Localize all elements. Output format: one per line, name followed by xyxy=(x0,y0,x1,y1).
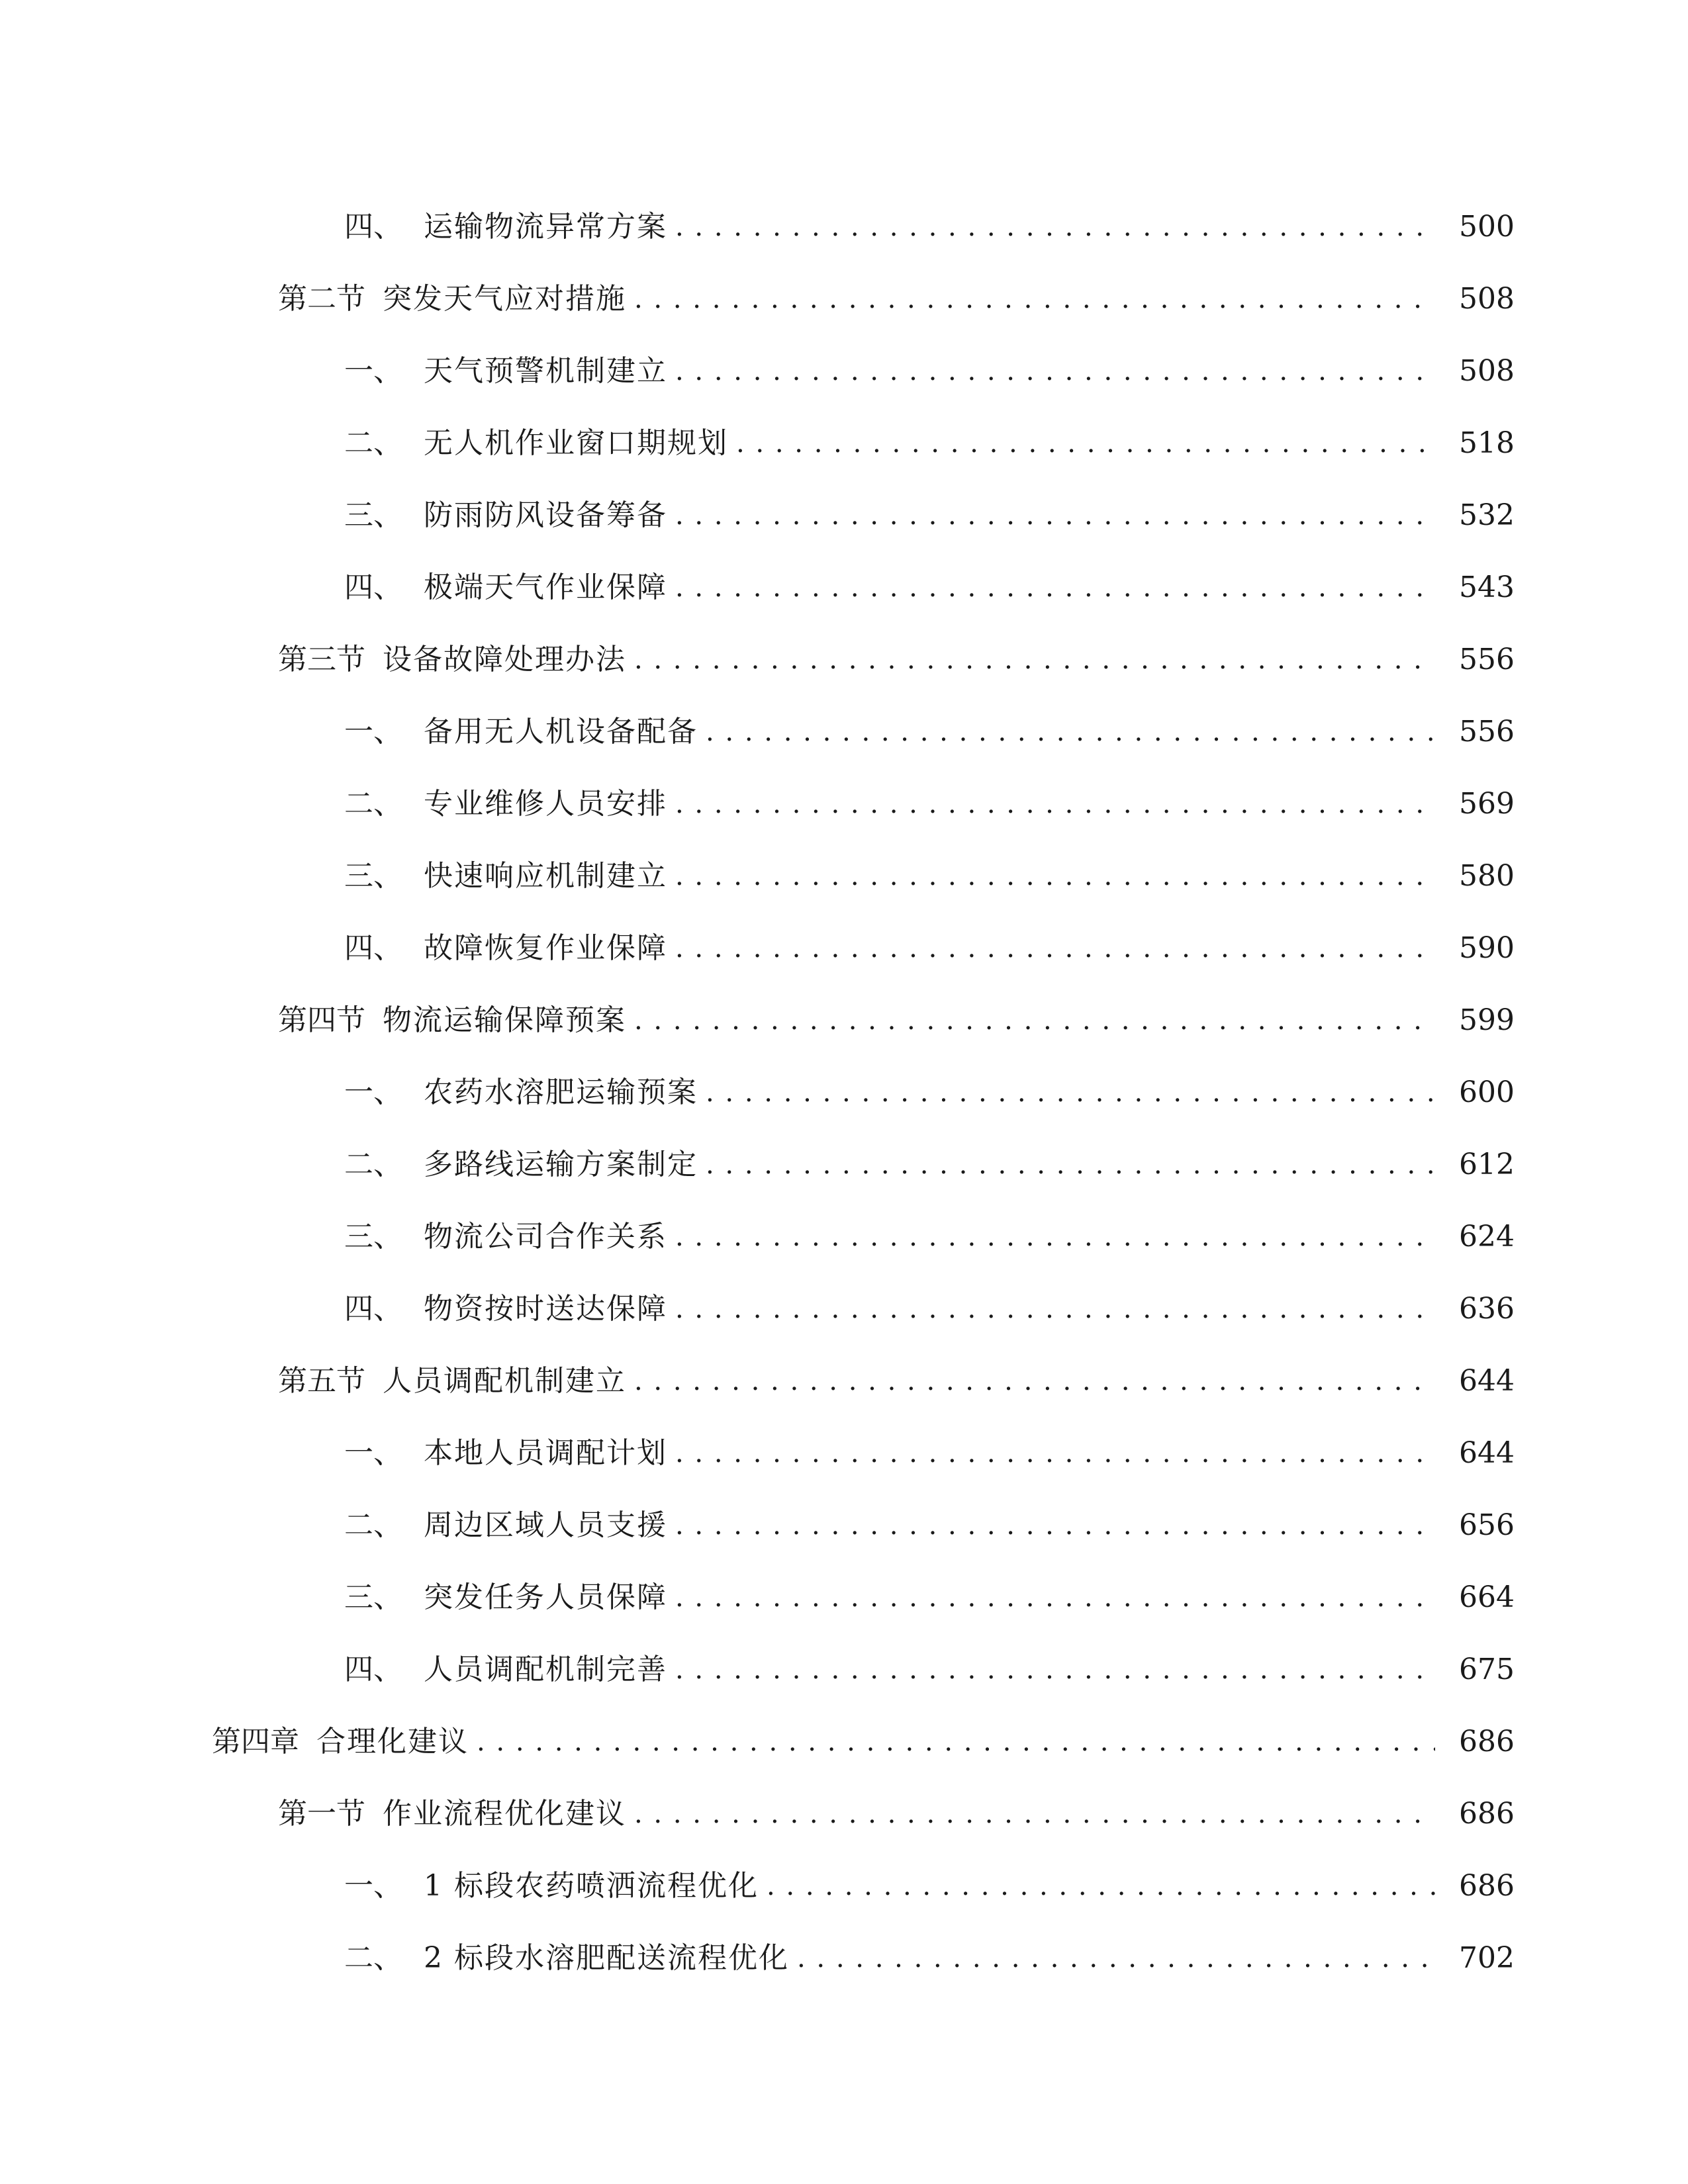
toc-dot-leader xyxy=(675,1511,1435,1540)
toc-entry-heading xyxy=(278,1003,626,1037)
toc-dot-leader xyxy=(706,717,1435,747)
toc-entry-number: 三、 xyxy=(344,858,402,893)
toc-entry-heading xyxy=(344,858,667,893)
toc-entry-heading xyxy=(344,1652,667,1686)
toc-entry-number: 第三节 xyxy=(278,642,365,676)
toc-entry-heading xyxy=(278,1796,626,1831)
toc-subsection-entry[interactable] xyxy=(0,1128,1688,1201)
toc-section-entry[interactable] xyxy=(0,623,1688,696)
toc-dot-leader xyxy=(797,1944,1435,1973)
toc-dot-leader xyxy=(675,501,1435,530)
toc-subsection-entry[interactable] xyxy=(0,479,1688,551)
toc-dot-leader xyxy=(675,1583,1435,1612)
toc-entry-title: 突发天气应对措施 xyxy=(383,281,626,316)
toc-entry-number: 三、 xyxy=(344,498,402,532)
toc-page-number: 556 xyxy=(1459,642,1515,676)
toc-entry-heading xyxy=(344,1508,667,1542)
toc-dot-leader xyxy=(634,1006,1435,1035)
toc-entry-heading xyxy=(344,1147,698,1181)
toc-entry-heading xyxy=(344,786,667,821)
toc-page-number: 612 xyxy=(1459,1147,1515,1181)
toc-page-number: 556 xyxy=(1459,714,1515,749)
toc-dot-leader xyxy=(634,285,1435,314)
toc-entry-heading xyxy=(344,1868,759,1903)
toc-entry-title: 周边区域人员支援 xyxy=(424,1508,667,1542)
toc-dot-leader xyxy=(675,790,1435,819)
toc-page-number: 569 xyxy=(1459,786,1515,821)
toc-dot-leader xyxy=(736,429,1435,458)
toc-entry-number: 四、 xyxy=(344,209,402,244)
toc-dot-leader xyxy=(675,862,1435,891)
toc-entry-number: 第四章 xyxy=(212,1724,299,1758)
toc-entry-heading xyxy=(344,1291,667,1326)
toc-entry-heading xyxy=(344,209,667,244)
toc-dot-leader xyxy=(675,1222,1435,1251)
toc-entry-title: 备用无人机设备配备 xyxy=(424,714,698,749)
toc-subsection-entry[interactable] xyxy=(0,1850,1688,1922)
toc-entry-heading xyxy=(278,281,626,316)
toc-entry-heading xyxy=(344,931,667,965)
toc-page-number: 624 xyxy=(1459,1219,1515,1253)
toc-entry-title: 物资按时送达保障 xyxy=(424,1291,667,1326)
toc-entry-title: 快速响应机制建立 xyxy=(424,858,667,893)
toc-entry-title: 2 标段水溶肥配送流程优化 xyxy=(424,1940,789,1975)
toc-page-number: 686 xyxy=(1459,1796,1515,1831)
toc-entry-number: 四、 xyxy=(344,1291,402,1326)
toc-dot-leader xyxy=(675,1655,1435,1684)
toc-page-number: 644 xyxy=(1459,1435,1515,1470)
toc-page-number: 702 xyxy=(1459,1940,1515,1975)
toc-entry-title: 故障恢复作业保障 xyxy=(424,931,667,965)
toc-dot-leader xyxy=(477,1727,1435,1756)
table-of-contents xyxy=(0,191,1688,1994)
toc-entry-number: 四、 xyxy=(344,931,402,965)
toc-entry-number: 一、 xyxy=(344,1868,402,1903)
toc-dot-leader xyxy=(634,645,1435,674)
toc-entry-title: 本地人员调配计划 xyxy=(424,1435,667,1470)
toc-entry-heading xyxy=(344,570,667,604)
toc-entry-title: 人员调配机制建立 xyxy=(383,1363,626,1398)
toc-entry-number: 二、 xyxy=(344,786,402,821)
toc-entry-number: 第四节 xyxy=(278,1003,365,1037)
toc-dot-leader xyxy=(675,357,1435,386)
toc-entry-heading xyxy=(344,498,667,532)
toc-subsection-entry[interactable] xyxy=(0,1561,1688,1633)
toc-subsection-entry[interactable] xyxy=(0,912,1688,984)
toc-subsection-entry[interactable] xyxy=(0,191,1688,263)
toc-entry-title: 运输物流异常方案 xyxy=(424,209,667,244)
toc-entry-number: 第二节 xyxy=(278,281,365,316)
toc-entry-number: 四、 xyxy=(344,1652,402,1686)
toc-entry-number: 第五节 xyxy=(278,1363,365,1398)
toc-entry-heading xyxy=(344,1940,789,1975)
toc-entry-heading xyxy=(278,1363,626,1398)
toc-subsection-entry[interactable] xyxy=(0,1056,1688,1128)
toc-entry-title: 物流运输保障预案 xyxy=(383,1003,626,1037)
toc-page-number: 543 xyxy=(1459,570,1515,604)
toc-dot-leader xyxy=(675,212,1435,242)
toc-entry-number: 二、 xyxy=(344,426,402,460)
toc-page-number: 686 xyxy=(1459,1724,1515,1758)
toc-entry-heading xyxy=(344,1580,667,1614)
toc-subsection-entry[interactable] xyxy=(0,1201,1688,1273)
toc-entry-heading xyxy=(344,714,698,749)
toc-page-number: 675 xyxy=(1459,1652,1515,1686)
toc-section-entry[interactable] xyxy=(0,1778,1688,1850)
toc-entry-number: 一、 xyxy=(344,714,402,749)
toc-entry-title: 极端天气作业保障 xyxy=(424,570,667,604)
toc-entry-title: 专业维修人员安排 xyxy=(424,786,667,821)
toc-entry-heading xyxy=(278,642,626,676)
toc-entry-heading xyxy=(344,1075,698,1109)
toc-entry-title: 多路线运输方案制定 xyxy=(424,1147,698,1181)
toc-section-entry[interactable] xyxy=(0,263,1688,335)
toc-subsection-entry[interactable] xyxy=(0,1489,1688,1561)
toc-subsection-entry[interactable] xyxy=(0,1417,1688,1489)
toc-entry-heading xyxy=(212,1724,469,1758)
toc-entry-number: 四、 xyxy=(344,570,402,604)
toc-entry-title: 作业流程优化建议 xyxy=(383,1796,626,1831)
toc-entry-title: 合理化建议 xyxy=(316,1724,469,1758)
toc-entry-heading xyxy=(344,426,728,460)
toc-entry-title: 无人机作业窗口期规划 xyxy=(424,426,728,460)
toc-entry-number: 二、 xyxy=(344,1508,402,1542)
toc-page-number: 644 xyxy=(1459,1363,1515,1398)
toc-dot-leader xyxy=(767,1872,1435,1901)
toc-page-number: 590 xyxy=(1459,931,1515,965)
toc-subsection-entry[interactable] xyxy=(0,1273,1688,1345)
toc-page-number: 664 xyxy=(1459,1580,1515,1614)
toc-entry-number: 一、 xyxy=(344,1435,402,1470)
toc-subsection-entry[interactable] xyxy=(0,335,1688,407)
toc-subsection-entry[interactable] xyxy=(0,696,1688,768)
toc-entry-number: 三、 xyxy=(344,1580,402,1614)
toc-page-number: 580 xyxy=(1459,858,1515,893)
toc-subsection-entry[interactable] xyxy=(0,1633,1688,1706)
toc-entry-heading xyxy=(344,1435,667,1470)
toc-page-number: 532 xyxy=(1459,498,1515,532)
toc-dot-leader xyxy=(675,934,1435,963)
toc-entry-title: 农药水溶肥运输预案 xyxy=(424,1075,698,1109)
toc-entry-number: 一、 xyxy=(344,1075,402,1109)
toc-page-number: 636 xyxy=(1459,1291,1515,1326)
toc-entry-title: 1 标段农药喷洒流程优化 xyxy=(424,1868,759,1903)
toc-dot-leader xyxy=(675,573,1435,602)
toc-dot-leader xyxy=(675,1295,1435,1324)
toc-dot-leader xyxy=(634,1799,1435,1829)
toc-dot-leader xyxy=(675,1439,1435,1468)
toc-entry-title: 防雨防风设备筹备 xyxy=(424,498,667,532)
toc-entry-heading xyxy=(344,1219,667,1253)
toc-entry-number: 二、 xyxy=(344,1940,402,1975)
toc-section-entry[interactable] xyxy=(0,984,1688,1056)
toc-page-number: 508 xyxy=(1459,281,1515,316)
toc-page-number: 508 xyxy=(1459,353,1515,388)
toc-entry-number: 一、 xyxy=(344,353,402,388)
toc-entry-title: 设备故障处理办法 xyxy=(383,642,626,676)
toc-section-entry[interactable] xyxy=(0,1345,1688,1417)
toc-entry-title: 突发任务人员保障 xyxy=(424,1580,667,1614)
toc-dot-leader xyxy=(706,1078,1435,1107)
toc-entry-number: 三、 xyxy=(344,1219,402,1253)
toc-chapter-entry[interactable] xyxy=(0,1706,1688,1778)
toc-subsection-entry[interactable] xyxy=(0,551,1688,623)
toc-page-number: 686 xyxy=(1459,1868,1515,1903)
toc-subsection-entry[interactable] xyxy=(0,407,1688,479)
toc-page-number: 500 xyxy=(1459,209,1515,244)
toc-entry-title: 物流公司合作关系 xyxy=(424,1219,667,1253)
toc-entry-number: 二、 xyxy=(344,1147,402,1181)
toc-dot-leader xyxy=(634,1367,1435,1396)
toc-page-number: 600 xyxy=(1459,1075,1515,1109)
toc-subsection-entry[interactable] xyxy=(0,1922,1688,1994)
toc-page-number: 656 xyxy=(1459,1508,1515,1542)
toc-subsection-entry[interactable] xyxy=(0,768,1688,840)
toc-page-number: 518 xyxy=(1459,426,1515,460)
toc-subsection-entry[interactable] xyxy=(0,840,1688,912)
toc-page-number: 599 xyxy=(1459,1003,1515,1037)
toc-entry-title: 天气预警机制建立 xyxy=(424,353,667,388)
toc-entry-title: 人员调配机制完善 xyxy=(424,1652,667,1686)
toc-entry-number: 第一节 xyxy=(278,1796,365,1831)
toc-entry-heading xyxy=(344,353,667,388)
toc-dot-leader xyxy=(706,1150,1435,1179)
